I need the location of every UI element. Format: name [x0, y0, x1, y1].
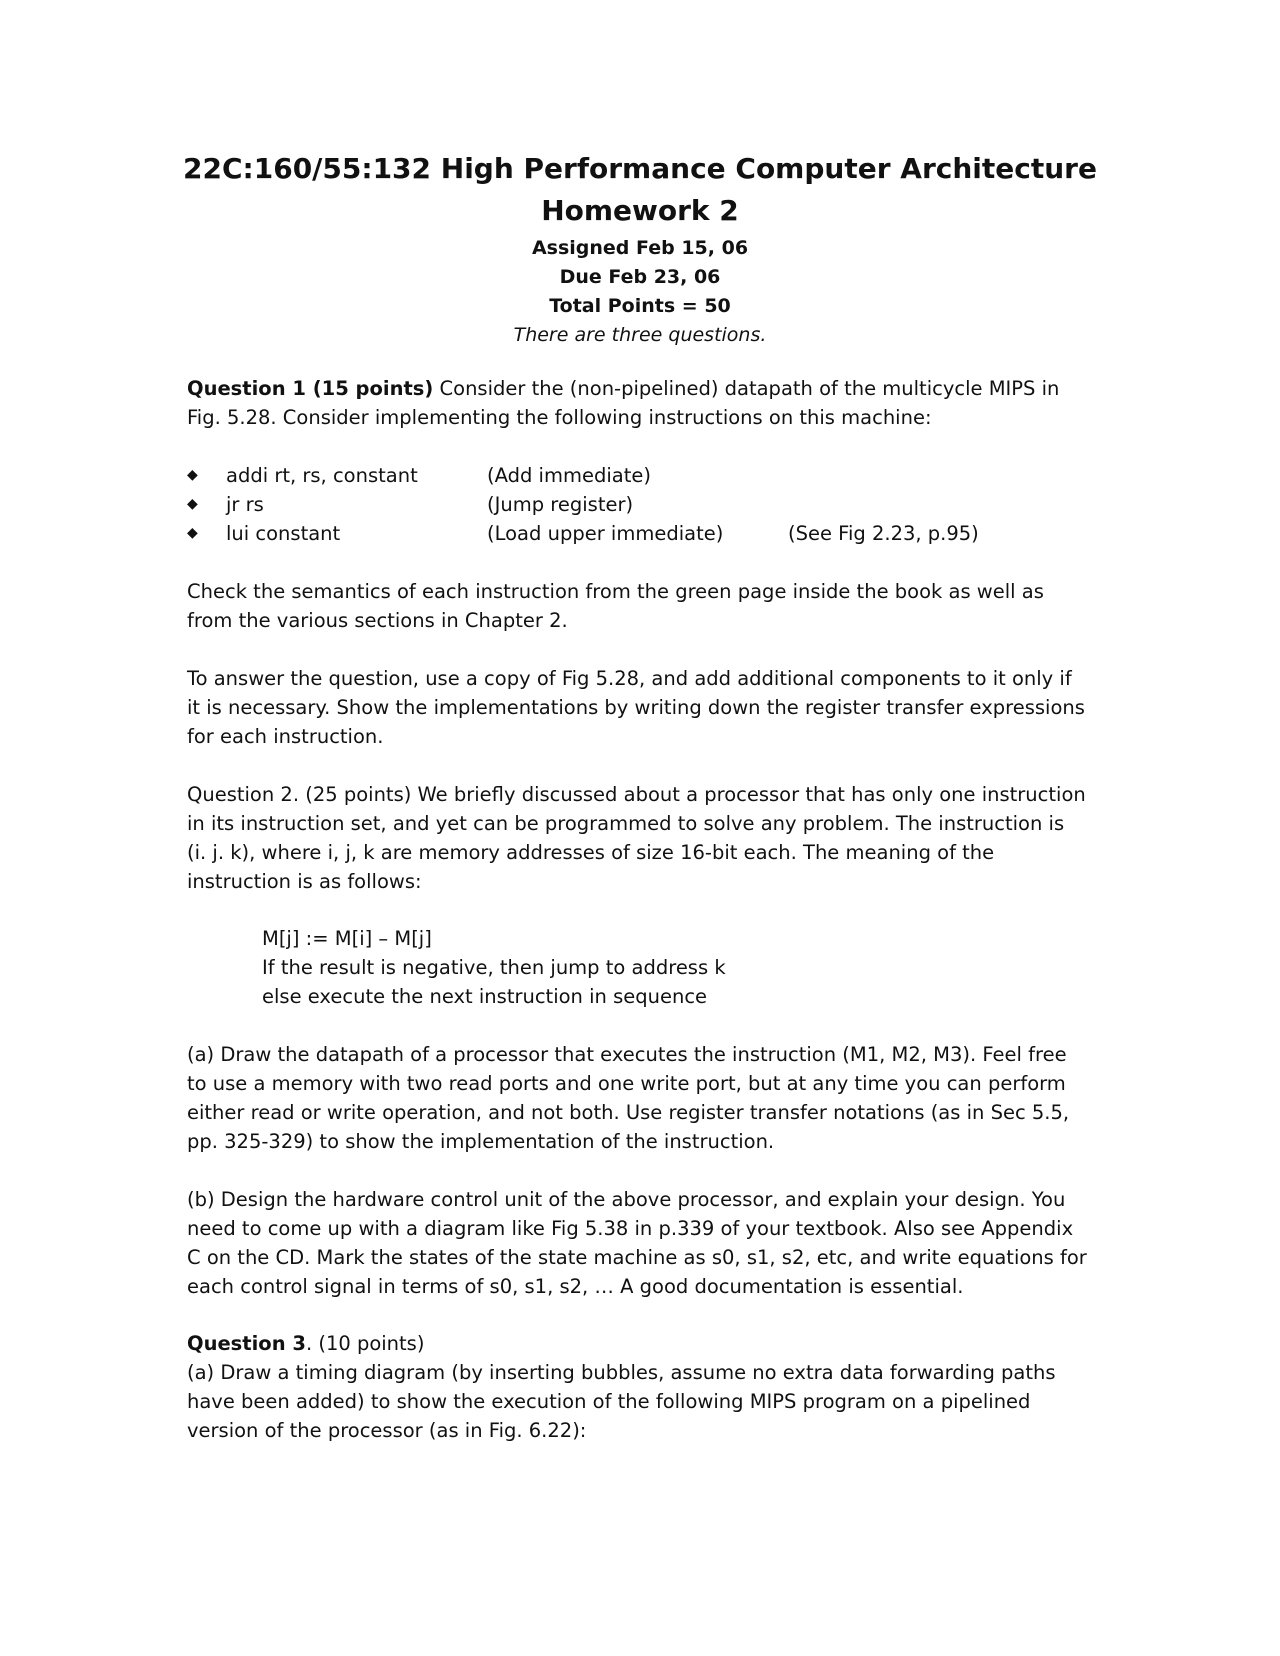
semantics-line: If the result is negative, then jump to address k — [262, 956, 726, 979]
instruction-name: (Load upper immediate) — [487, 522, 724, 545]
question-1-instructions: To answer the question, use a copy of Fig 5.28, and add additional components to it only if it is necessary. Show the implementations by writing down the register transfer expressions for each instruction. — [187, 667, 1085, 748]
questions-note: There are three questions. — [513, 324, 767, 346]
question-1-intro — [187, 374, 1087, 432]
diamond-bullet-icon: ◆ — [187, 525, 198, 541]
document-header — [0, 148, 1280, 350]
assigned-date: Assigned Feb 15, 06 — [531, 237, 749, 259]
question-1-text: Consider the (non-pipelined) datapath of the multicycle MIPS in Fig. 5.28. Consider implementing the following instructions on this machine: — [187, 377, 1060, 429]
question-2-intro: Question 2. (25 points) We briefly discussed about a processor that has only one instruction in its instruction set, and yet can be programmed to solve any problem. The instruction is (i. j. k), where i, j, k are memory addresses of size 16-bit each. The meaning of the instruction is as follows: — [187, 783, 1086, 893]
semantics-line: M[j] := M[i] – M[j] — [262, 927, 432, 950]
instruction-list — [187, 461, 1087, 548]
instruction-syntax: addi rt, rs, constant — [226, 464, 418, 487]
question-3 — [187, 1329, 1087, 1445]
due-date: Due Feb 23, 06 — [559, 266, 721, 288]
instruction-syntax: lui constant — [226, 522, 341, 545]
question-3-part-a: (a) Draw a timing diagram (by inserting bubbles, assume no extra data forwarding paths have been added) to show the execution of the following MIPS program on a pipelined version of the processor (as in Fig. 6.22): — [187, 1361, 1056, 1442]
list-item — [187, 519, 1087, 548]
list-item — [187, 461, 1087, 490]
instruction-name: (Add immediate) — [487, 464, 651, 487]
instruction-name: (Jump register) — [487, 493, 634, 516]
list-item — [187, 490, 1087, 519]
total-points: Total Points = 50 — [549, 295, 731, 317]
diamond-bullet-icon: ◆ — [187, 467, 198, 483]
question-1-heading: Question 1 (15 points) — [187, 377, 434, 400]
question-3-heading: Question 3 — [187, 1332, 306, 1355]
semantics-line: else execute the next instruction in sequence — [262, 985, 708, 1008]
instruction-syntax: jr rs — [226, 493, 264, 516]
question-3-points: . (10 points) — [305, 1332, 425, 1355]
course-title: 22C:160/55:132 High Performance Computer Architecture — [183, 152, 1097, 185]
instruction-semantics — [262, 924, 1062, 1011]
question-2-part-b: (b) Design the hardware control unit of the above processor, and explain your design. You need to come up with a diagram like Fig 5.38 in p.339 of your textbook. Also see Appendix C on the CD. Mark the states of the state machine as s0, s1, s2, etc, and write equations for each control signal in terms of s0, s1, s2, … A good documentation is essential. — [187, 1188, 1087, 1298]
diamond-bullet-icon: ◆ — [187, 496, 198, 512]
homework-title: Homework 2 — [541, 194, 739, 227]
question-2-part-a: (a) Draw the datapath of a processor that executes the instruction (M1, M2, M3). Feel free to use a memory with two read ports and one write port, but at any time you can perform either read or write operation, and not both. Use register transfer notations (as in Sec 5.5, pp. 325-329) to show the implementation of the instruction. — [187, 1043, 1070, 1153]
question-1-semantics-note: Check the semantics of each instruction from the green page inside the book as well as from the various sections in Chapter 2. — [187, 580, 1044, 632]
instruction-reference: (See Fig 2.23, p.95) — [788, 522, 979, 545]
